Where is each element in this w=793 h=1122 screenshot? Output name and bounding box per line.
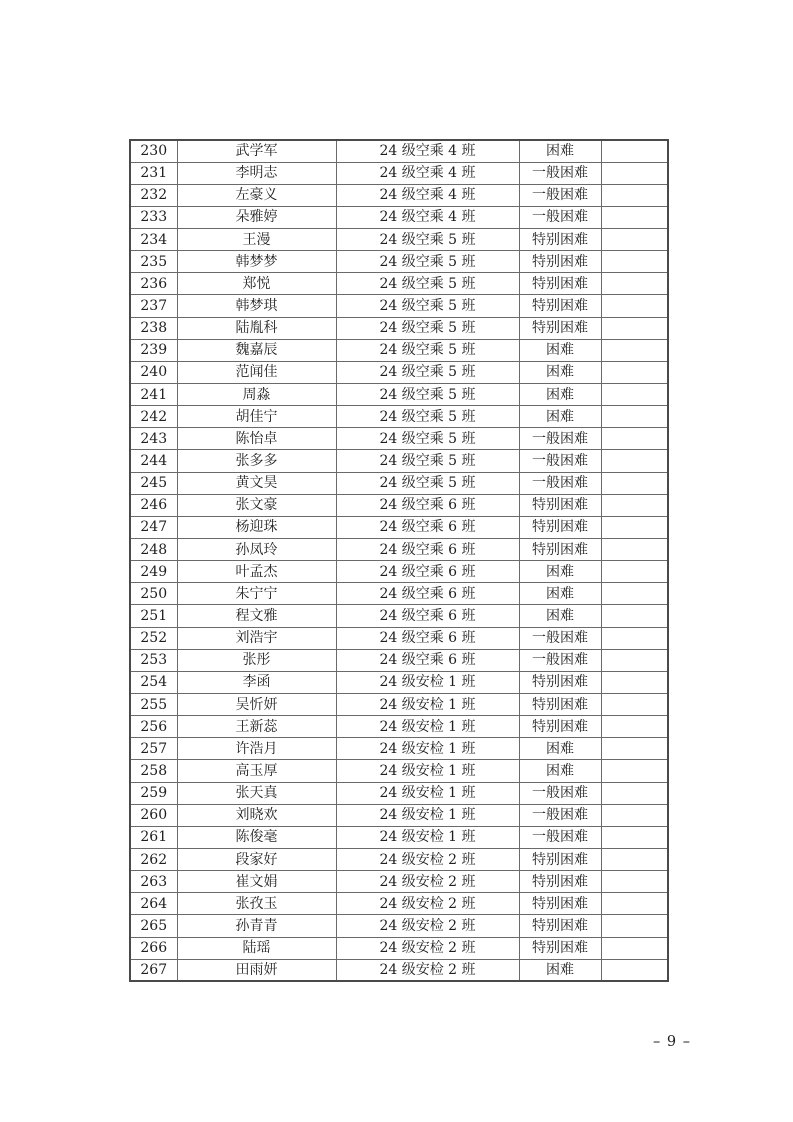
cell-number: 242 xyxy=(130,406,177,428)
cell-number: 230 xyxy=(130,140,177,162)
cell-extra xyxy=(601,760,668,782)
cell-number: 256 xyxy=(130,716,177,738)
cell-extra xyxy=(601,516,668,538)
cell-name: 朵雅婷 xyxy=(177,206,336,228)
cell-number: 266 xyxy=(130,937,177,959)
table-row xyxy=(130,206,668,228)
cell-name: 魏嘉辰 xyxy=(177,339,336,361)
table-row xyxy=(130,826,668,848)
cell-number: 244 xyxy=(130,450,177,472)
cell-status: 困难 xyxy=(519,760,601,782)
cell-status: 困难 xyxy=(519,605,601,627)
cell-class: 24 级安检 1 班 xyxy=(336,760,519,782)
cell-status: 特别困难 xyxy=(519,494,601,516)
cell-number: 263 xyxy=(130,871,177,893)
cell-status: 一般困难 xyxy=(519,804,601,826)
cell-number: 243 xyxy=(130,428,177,450)
cell-status: 一般困难 xyxy=(519,428,601,450)
cell-extra xyxy=(601,627,668,649)
cell-status: 特别困难 xyxy=(519,251,601,273)
cell-name: 周淼 xyxy=(177,384,336,406)
cell-extra xyxy=(601,583,668,605)
table-row xyxy=(130,494,668,516)
cell-extra xyxy=(601,804,668,826)
cell-name: 韩梦梦 xyxy=(177,251,336,273)
cell-name: 孙凤玲 xyxy=(177,539,336,561)
cell-class: 24 级安检 1 班 xyxy=(336,671,519,693)
table-row xyxy=(130,339,668,361)
cell-name: 许浩月 xyxy=(177,738,336,760)
table-row xyxy=(130,295,668,317)
cell-class: 24 级安检 1 班 xyxy=(336,826,519,848)
cell-status: 特别困难 xyxy=(519,849,601,871)
table-row xyxy=(130,716,668,738)
cell-name: 郑悦 xyxy=(177,273,336,295)
cell-status: 困难 xyxy=(519,140,601,162)
cell-number: 248 xyxy=(130,539,177,561)
cell-class: 24 级安检 2 班 xyxy=(336,849,519,871)
table-row xyxy=(130,760,668,782)
cell-status: 特别困难 xyxy=(519,937,601,959)
cell-class: 24 级空乘 4 班 xyxy=(336,184,519,206)
cell-status: 困难 xyxy=(519,361,601,383)
cell-class: 24 级空乘 5 班 xyxy=(336,361,519,383)
table-row xyxy=(130,140,668,162)
cell-extra xyxy=(601,450,668,472)
table-row xyxy=(130,937,668,959)
table-row xyxy=(130,893,668,915)
cell-status: 困难 xyxy=(519,339,601,361)
cell-class: 24 级空乘 5 班 xyxy=(336,229,519,251)
cell-number: 255 xyxy=(130,694,177,716)
cell-name: 李明志 xyxy=(177,162,336,184)
cell-class: 24 级空乘 5 班 xyxy=(336,339,519,361)
cell-number: 264 xyxy=(130,893,177,915)
table-row xyxy=(130,849,668,871)
cell-extra xyxy=(601,937,668,959)
cell-status: 特别困难 xyxy=(519,915,601,937)
cell-status: 一般困难 xyxy=(519,450,601,472)
cell-class: 24 级安检 1 班 xyxy=(336,782,519,804)
cell-number: 239 xyxy=(130,339,177,361)
cell-name: 张彤 xyxy=(177,649,336,671)
cell-name: 吴忻妍 xyxy=(177,694,336,716)
cell-name: 王漫 xyxy=(177,229,336,251)
table-row xyxy=(130,273,668,295)
cell-class: 24 级安检 1 班 xyxy=(336,716,519,738)
table-row xyxy=(130,738,668,760)
cell-name: 高玉厚 xyxy=(177,760,336,782)
cell-name: 张文豪 xyxy=(177,494,336,516)
cell-number: 236 xyxy=(130,273,177,295)
cell-extra xyxy=(601,959,668,981)
cell-extra xyxy=(601,671,668,693)
cell-name: 黄文昊 xyxy=(177,472,336,494)
cell-name: 左豪义 xyxy=(177,184,336,206)
cell-class: 24 级安检 2 班 xyxy=(336,915,519,937)
cell-number: 237 xyxy=(130,295,177,317)
cell-number: 265 xyxy=(130,915,177,937)
cell-extra xyxy=(601,229,668,251)
cell-number: 238 xyxy=(130,317,177,339)
cell-status: 困难 xyxy=(519,959,601,981)
cell-extra xyxy=(601,871,668,893)
cell-name: 胡佳宁 xyxy=(177,406,336,428)
table-row xyxy=(130,671,668,693)
table-row xyxy=(130,782,668,804)
table-row xyxy=(130,915,668,937)
cell-class: 24 级空乘 4 班 xyxy=(336,140,519,162)
cell-extra xyxy=(601,472,668,494)
cell-extra xyxy=(601,649,668,671)
table-row xyxy=(130,959,668,981)
cell-status: 特别困难 xyxy=(519,295,601,317)
table-row xyxy=(130,516,668,538)
cell-name: 朱宁宁 xyxy=(177,583,336,605)
cell-number: 234 xyxy=(130,229,177,251)
cell-name: 武学军 xyxy=(177,140,336,162)
table-row xyxy=(130,871,668,893)
table-row xyxy=(130,561,668,583)
cell-status: 特别困难 xyxy=(519,273,601,295)
table-row xyxy=(130,804,668,826)
cell-name: 李函 xyxy=(177,671,336,693)
cell-status: 特别困难 xyxy=(519,516,601,538)
cell-number: 250 xyxy=(130,583,177,605)
cell-extra xyxy=(601,428,668,450)
cell-name: 陈怡卓 xyxy=(177,428,336,450)
cell-class: 24 级空乘 4 班 xyxy=(336,162,519,184)
cell-number: 233 xyxy=(130,206,177,228)
cell-extra xyxy=(601,251,668,273)
cell-extra xyxy=(601,206,668,228)
table-row xyxy=(130,605,668,627)
cell-number: 257 xyxy=(130,738,177,760)
page-number: – 9 – xyxy=(653,1034,691,1050)
cell-name: 程文雅 xyxy=(177,605,336,627)
cell-name: 张孜玉 xyxy=(177,893,336,915)
cell-status: 一般困难 xyxy=(519,206,601,228)
cell-name: 孙青青 xyxy=(177,915,336,937)
cell-number: 241 xyxy=(130,384,177,406)
cell-class: 24 级空乘 5 班 xyxy=(336,384,519,406)
table-row xyxy=(130,229,668,251)
cell-name: 刘晓欢 xyxy=(177,804,336,826)
cell-name: 刘浩宇 xyxy=(177,627,336,649)
cell-status: 特别困难 xyxy=(519,671,601,693)
cell-name: 叶孟杰 xyxy=(177,561,336,583)
cell-class: 24 级空乘 6 班 xyxy=(336,649,519,671)
cell-extra xyxy=(601,317,668,339)
cell-status: 困难 xyxy=(519,561,601,583)
cell-status: 困难 xyxy=(519,406,601,428)
cell-name: 陆瑶 xyxy=(177,937,336,959)
table-row xyxy=(130,583,668,605)
cell-extra xyxy=(601,716,668,738)
cell-status: 困难 xyxy=(519,384,601,406)
cell-class: 24 级安检 2 班 xyxy=(336,871,519,893)
cell-number: 235 xyxy=(130,251,177,273)
cell-status: 一般困难 xyxy=(519,162,601,184)
cell-number: 260 xyxy=(130,804,177,826)
cell-number: 249 xyxy=(130,561,177,583)
cell-class: 24 级空乘 5 班 xyxy=(336,251,519,273)
cell-status: 一般困难 xyxy=(519,472,601,494)
cell-number: 251 xyxy=(130,605,177,627)
cell-status: 特别困难 xyxy=(519,539,601,561)
cell-number: 252 xyxy=(130,627,177,649)
cell-number: 247 xyxy=(130,516,177,538)
cell-class: 24 级空乘 5 班 xyxy=(336,450,519,472)
cell-extra xyxy=(601,140,668,162)
table-row xyxy=(130,361,668,383)
cell-extra xyxy=(601,184,668,206)
table-row xyxy=(130,406,668,428)
cell-class: 24 级空乘 5 班 xyxy=(336,295,519,317)
table-row xyxy=(130,184,668,206)
cell-extra xyxy=(601,782,668,804)
cell-status: 一般困难 xyxy=(519,649,601,671)
cell-status: 特别困难 xyxy=(519,871,601,893)
cell-status: 困难 xyxy=(519,583,601,605)
cell-number: 246 xyxy=(130,494,177,516)
cell-number: 258 xyxy=(130,760,177,782)
cell-extra xyxy=(601,915,668,937)
cell-status: 一般困难 xyxy=(519,782,601,804)
table-row xyxy=(130,251,668,273)
cell-class: 24 级安检 1 班 xyxy=(336,804,519,826)
cell-name: 田雨妍 xyxy=(177,959,336,981)
roster-table xyxy=(129,139,669,982)
cell-number: 267 xyxy=(130,959,177,981)
cell-class: 24 级空乘 6 班 xyxy=(336,494,519,516)
cell-status: 一般困难 xyxy=(519,627,601,649)
table-row xyxy=(130,694,668,716)
cell-class: 24 级安检 2 班 xyxy=(336,937,519,959)
cell-extra xyxy=(601,494,668,516)
cell-extra xyxy=(601,849,668,871)
cell-class: 24 级空乘 6 班 xyxy=(336,561,519,583)
cell-extra xyxy=(601,561,668,583)
roster-table-body xyxy=(130,140,668,981)
cell-class: 24 级安检 2 班 xyxy=(336,893,519,915)
cell-name: 范闻佳 xyxy=(177,361,336,383)
cell-class: 24 级空乘 5 班 xyxy=(336,317,519,339)
table-row xyxy=(130,317,668,339)
cell-extra xyxy=(601,406,668,428)
cell-extra xyxy=(601,339,668,361)
cell-class: 24 级空乘 5 班 xyxy=(336,472,519,494)
cell-class: 24 级安检 1 班 xyxy=(336,738,519,760)
cell-number: 240 xyxy=(130,361,177,383)
cell-extra xyxy=(601,826,668,848)
cell-number: 262 xyxy=(130,849,177,871)
cell-status: 特别困难 xyxy=(519,317,601,339)
cell-class: 24 级空乘 4 班 xyxy=(336,206,519,228)
cell-extra xyxy=(601,162,668,184)
cell-number: 254 xyxy=(130,671,177,693)
cell-name: 段家好 xyxy=(177,849,336,871)
cell-class: 24 级安检 1 班 xyxy=(336,694,519,716)
table-row xyxy=(130,472,668,494)
cell-status: 特别困难 xyxy=(519,694,601,716)
cell-number: 259 xyxy=(130,782,177,804)
table-row xyxy=(130,539,668,561)
cell-number: 253 xyxy=(130,649,177,671)
cell-extra xyxy=(601,361,668,383)
cell-class: 24 级空乘 5 班 xyxy=(336,428,519,450)
cell-name: 韩梦琪 xyxy=(177,295,336,317)
table-row xyxy=(130,162,668,184)
cell-name: 张天真 xyxy=(177,782,336,804)
cell-status: 困难 xyxy=(519,738,601,760)
cell-extra xyxy=(601,893,668,915)
cell-class: 24 级安检 2 班 xyxy=(336,959,519,981)
cell-class: 24 级空乘 5 班 xyxy=(336,273,519,295)
table-row xyxy=(130,649,668,671)
cell-class: 24 级空乘 6 班 xyxy=(336,605,519,627)
cell-class: 24 级空乘 6 班 xyxy=(336,583,519,605)
cell-name: 崔文娟 xyxy=(177,871,336,893)
cell-number: 261 xyxy=(130,826,177,848)
cell-name: 陆胤科 xyxy=(177,317,336,339)
cell-status: 一般困难 xyxy=(519,184,601,206)
cell-status: 一般困难 xyxy=(519,826,601,848)
cell-status: 特别困难 xyxy=(519,716,601,738)
cell-name: 杨迎珠 xyxy=(177,516,336,538)
table-row xyxy=(130,384,668,406)
cell-extra xyxy=(601,295,668,317)
cell-status: 特别困难 xyxy=(519,893,601,915)
table-row xyxy=(130,627,668,649)
cell-extra xyxy=(601,539,668,561)
cell-name: 张多多 xyxy=(177,450,336,472)
cell-name: 王新蕊 xyxy=(177,716,336,738)
table-row xyxy=(130,450,668,472)
cell-class: 24 级空乘 5 班 xyxy=(336,406,519,428)
cell-class: 24 级空乘 6 班 xyxy=(336,539,519,561)
cell-status: 特别困难 xyxy=(519,229,601,251)
cell-extra xyxy=(601,738,668,760)
cell-extra xyxy=(601,273,668,295)
cell-number: 232 xyxy=(130,184,177,206)
cell-extra xyxy=(601,384,668,406)
table-row xyxy=(130,428,668,450)
cell-number: 231 xyxy=(130,162,177,184)
cell-class: 24 级空乘 6 班 xyxy=(336,627,519,649)
cell-extra xyxy=(601,694,668,716)
cell-name: 陈俊毫 xyxy=(177,826,336,848)
cell-class: 24 级空乘 6 班 xyxy=(336,516,519,538)
cell-extra xyxy=(601,605,668,627)
cell-number: 245 xyxy=(130,472,177,494)
